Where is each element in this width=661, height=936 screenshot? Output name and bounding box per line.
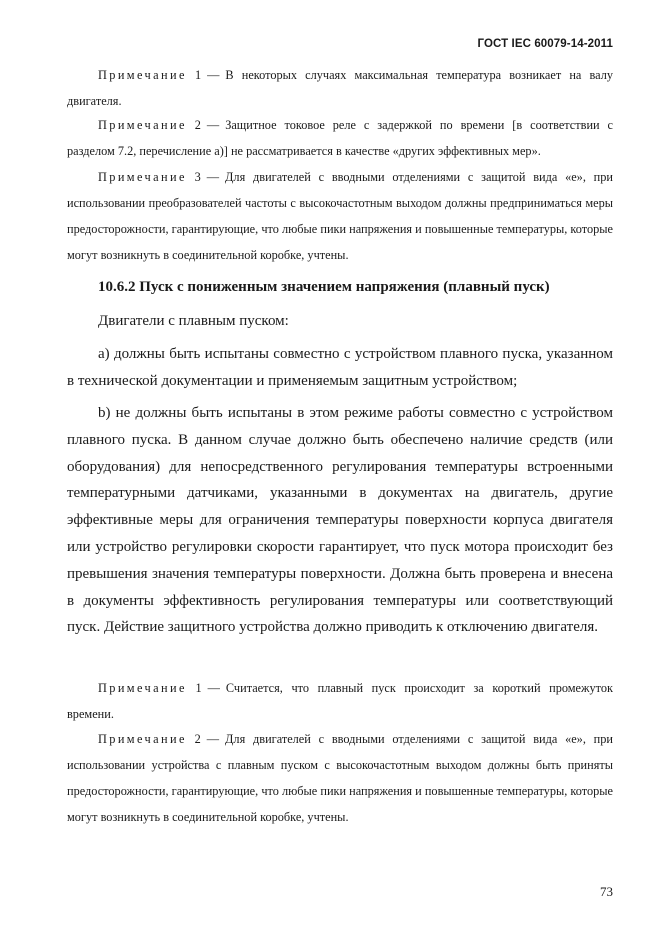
note-dash: — bbox=[206, 170, 220, 184]
list-item-b bbox=[67, 400, 613, 641]
item-a-text: а) должны быть испытаны совместно с устройством плавного пуска, указанном в технической документации и применяемым защитным устройством; bbox=[67, 346, 613, 389]
note-text: Считается, что плавный пуск происходит за короткий промежуток времени. bbox=[67, 681, 613, 721]
note-top-1 bbox=[67, 62, 613, 114]
note-dash: — bbox=[206, 732, 220, 746]
note-bottom-2 bbox=[67, 726, 613, 830]
note-text: В некоторых случаях максимальная температура возникает на валу двигателя. bbox=[67, 68, 613, 108]
note-dash: — bbox=[207, 68, 220, 82]
note-top-3 bbox=[67, 164, 613, 268]
item-b-text: b) не должны быть испытаны в этом режиме работы совместно с устройством плавного пуска. В данном случае должно быть обеспечено наличие средств (или оборудования) для непосредственного регулирования температуры встроенными температурными датчиками, указанными в документах на двигатель, другие эффективные меры для ограничения температуры поверхности корпуса двигателя или устройство регулировки скорости гарантирует, что пуск мотора происходит без превышения значения температуры поверхности. Должна быть проверена и внесена в документы эффективность регулирования температуры или соответствующий пуск. Действие защитного устройства должно приводить к отключению двигателя. bbox=[67, 405, 613, 636]
note-label: Примечание bbox=[98, 68, 187, 82]
note-top-2 bbox=[67, 112, 613, 164]
note-label: Примечание bbox=[98, 118, 187, 132]
section-heading: 10.6.2 Пуск с пониженным значением напряжения (плавный пуск) bbox=[98, 279, 550, 295]
note-number: 2 bbox=[194, 118, 201, 132]
note-label: Примечание bbox=[98, 732, 187, 746]
section-intro bbox=[67, 308, 613, 335]
document-code-header: ГОСТ IEC 60079-14-2011 bbox=[477, 38, 613, 50]
note-number: 3 bbox=[194, 170, 201, 184]
note-number: 1 bbox=[194, 68, 202, 82]
note-bottom-1 bbox=[67, 675, 613, 727]
note-text: Защитное токовое реле с задержкой по времени [в соответствии с разделом 7.2, перечисление а)] не рассматривается в качестве «других эффективных мер». bbox=[67, 118, 613, 158]
intro-text: Двигатели с плавным пуском: bbox=[98, 313, 289, 329]
note-dash: — bbox=[206, 118, 220, 132]
note-number: 1 bbox=[195, 681, 202, 695]
note-label: Примечание bbox=[98, 681, 187, 695]
note-label: Примечание bbox=[98, 170, 187, 184]
list-item-a bbox=[67, 341, 613, 395]
note-dash: — bbox=[207, 681, 220, 695]
note-text: Для двигателей с вводными отделениями с защитой вида «е», при использовании преобразователей частоты с высокочастотным выходом должны предприниматься меры предосторожности, гарантирующие, что любые пики напряжения и повышенные температуры, которые могут возникнуть в соединительной коробке, учтены. bbox=[67, 170, 613, 262]
page-number: 73 bbox=[600, 884, 613, 899]
note-text: Для двигателей с вводными отделениями с защитой вида «е», при использовании устройства с плавным пуском с высокочастотным выходом должны быть приняты предосторожности, гарантирующие, что любые пики напряжения и повышенные температуры, которые могут возникнуть в соединительной коробке, учтены. bbox=[67, 732, 613, 824]
note-number: 2 bbox=[194, 732, 201, 746]
